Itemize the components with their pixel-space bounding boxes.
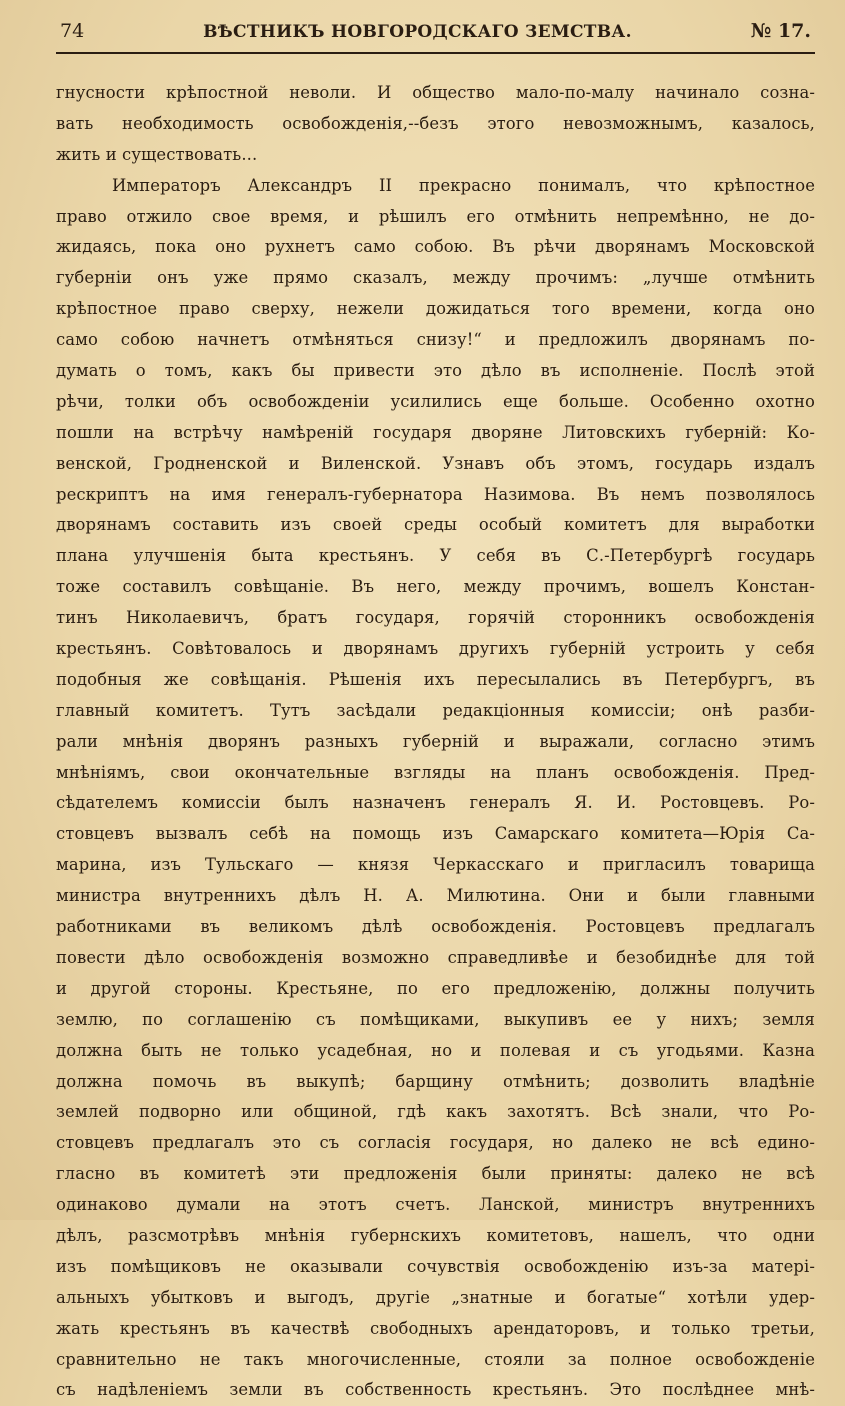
text-line: альныхъ убытковъ и выгодъ, другіе „знатные и богатые“ хотѣли удер-	[56, 1287, 815, 1307]
text-line: главный комитетъ. Тутъ засѣдали редакціонныя комиссіи; онѣ разби-	[56, 700, 815, 720]
text-line: вать необходимость освобожденія,--безъ этого невозможнымъ, казалось,	[56, 113, 815, 133]
text-line: работниками въ великомъ дѣлѣ освобожденія. Ростовцевъ предлагалъ	[56, 917, 815, 937]
text-line: сѣдателемъ комиссіи былъ назначенъ генералъ Я. И. Ростовцевъ. Ро-	[56, 793, 815, 813]
text-line: думать о томъ, какъ бы привести это дѣло въ исполненіе. Послѣ этой	[56, 361, 815, 381]
text-line: одинаково думали на этотъ счетъ. Ланской, министръ внутреннихъ	[56, 1195, 815, 1215]
text-line: рѣчи, толки объ освобожденіи усилились еще больше. Особенно охотно	[56, 391, 815, 411]
text-line: рали мнѣнія дворянъ разныхъ губерній и выражали, согласно этимъ	[56, 731, 815, 751]
text-line: землю, по соглашенію съ помѣщиками, выкупивъ ее у нихъ; земля	[56, 1009, 815, 1029]
text-line: стовцевъ вызвалъ себѣ на помощь изъ Самарскаго комитета—Юрія Са-	[56, 824, 815, 844]
text-line: министра внутреннихъ дѣлъ Н. А. Милютина. Они и были главными	[56, 886, 815, 906]
text-line: Императоръ Александръ II прекрасно понималъ, что крѣпостное	[112, 175, 815, 195]
text-line: и другой стороны. Крестьяне, по его предложенію, должны получить	[56, 978, 815, 998]
text-line: право отжило свое время, и рѣшилъ его отмѣнить непремѣнно, не до-	[56, 206, 815, 226]
text-line: землей подворно или общиной, гдѣ какъ захотятъ. Всѣ знали, что Ро-	[56, 1102, 815, 1122]
text-line: изъ помѣщиковъ не оказывали сочувствія освобожденію изъ-за матері-	[56, 1256, 815, 1276]
text-line: само собою начнетъ отмѣняться снизу!“ и предложилъ дворянамъ по-	[56, 330, 815, 350]
text-line: подобныя же совѣщанія. Рѣшенія ихъ пересылались въ Петербургъ, въ	[56, 669, 815, 689]
text-line: плана улучшенія быта крестьянъ. У себя въ С.-Петербургѣ государь	[56, 546, 815, 566]
text-line: дворянамъ составить изъ своей среды особый комитетъ для выработки	[56, 515, 815, 535]
text-line: мнѣніямъ, свои окончательные взгляды на планъ освобожденія. Пред-	[56, 762, 815, 782]
text-line: рескриптъ на имя генералъ-губернатора Назимова. Въ немъ позволялось	[56, 484, 815, 504]
text-line: пошли на встрѣчу намѣреній государя дворяне Литовскихъ губерній: Ко-	[56, 422, 815, 442]
text-line: сравнительно не такъ многочисленные, стояли за полное освобожденіе	[56, 1349, 815, 1369]
issue-number: № 17.	[750, 20, 811, 42]
text-line: марина, изъ Тульскаго — князя Черкасскаго и пригласилъ товарища	[56, 855, 815, 875]
page-number: 74	[60, 20, 85, 42]
text-line: губерніи онъ уже прямо сказалъ, между прочимъ: „лучше отмѣнить	[56, 268, 815, 288]
running-header	[56, 20, 815, 54]
article-body	[56, 78, 815, 1406]
text-line: тоже составилъ совѣщаніе. Въ него, между прочимъ, вошелъ Констан-	[56, 577, 815, 597]
text-line: дѣлъ, разсмотрѣвъ мнѣнія губернскихъ комитетовъ, нашелъ, что одни	[56, 1225, 815, 1245]
text-line: тинъ Николаевичъ, братъ государя, горячій сторонникъ освобожденія	[56, 608, 815, 628]
text-line: стовцевъ предлагалъ это съ согласія государя, но далеко не всѣ едино-	[56, 1133, 815, 1153]
text-line: съ надѣленіемъ земли въ собственность крестьянъ. Это послѣднее мнѣ-	[56, 1380, 815, 1400]
journal-title: ВѢСТНИКЪ НОВГОРОДСКАГО ЗЕМСТВА.	[203, 22, 632, 42]
text-line: венской, Гродненской и Виленской. Узнавъ объ этомъ, государь издалъ	[56, 453, 815, 473]
text-line: крѣпостное право сверху, нежели дожидаться того времени, когда оно	[56, 299, 815, 319]
text-line: гласно въ комитетѣ эти предложенія были приняты: далеко не всѣ	[56, 1164, 815, 1184]
text-line: повести дѣло освобожденія возможно справедливѣе и безобиднѣе для той	[56, 947, 815, 967]
text-line: гнусности крѣпостной неволи. И общество мало-по-малу начинало созна-	[56, 83, 815, 102]
text-line: жидаясь, пока оно рухнетъ само собою. Въ рѣчи дворянамъ Московской	[56, 237, 815, 257]
text-line: крестьянъ. Совѣтовалось и дворянамъ другихъ губерній устроить у себя	[56, 639, 815, 659]
text-line: должна быть не только усадебная, но и полевая и съ угодьями. Казна	[56, 1040, 815, 1060]
text-line: жать крестьянъ въ качествѣ свободныхъ арендаторовъ, и только третьи,	[56, 1318, 815, 1338]
text-line: должна помочь въ выкупѣ; барщину отмѣнить; дозволить владѣніе	[56, 1071, 815, 1091]
text-line: жить и существовать...	[56, 144, 258, 164]
